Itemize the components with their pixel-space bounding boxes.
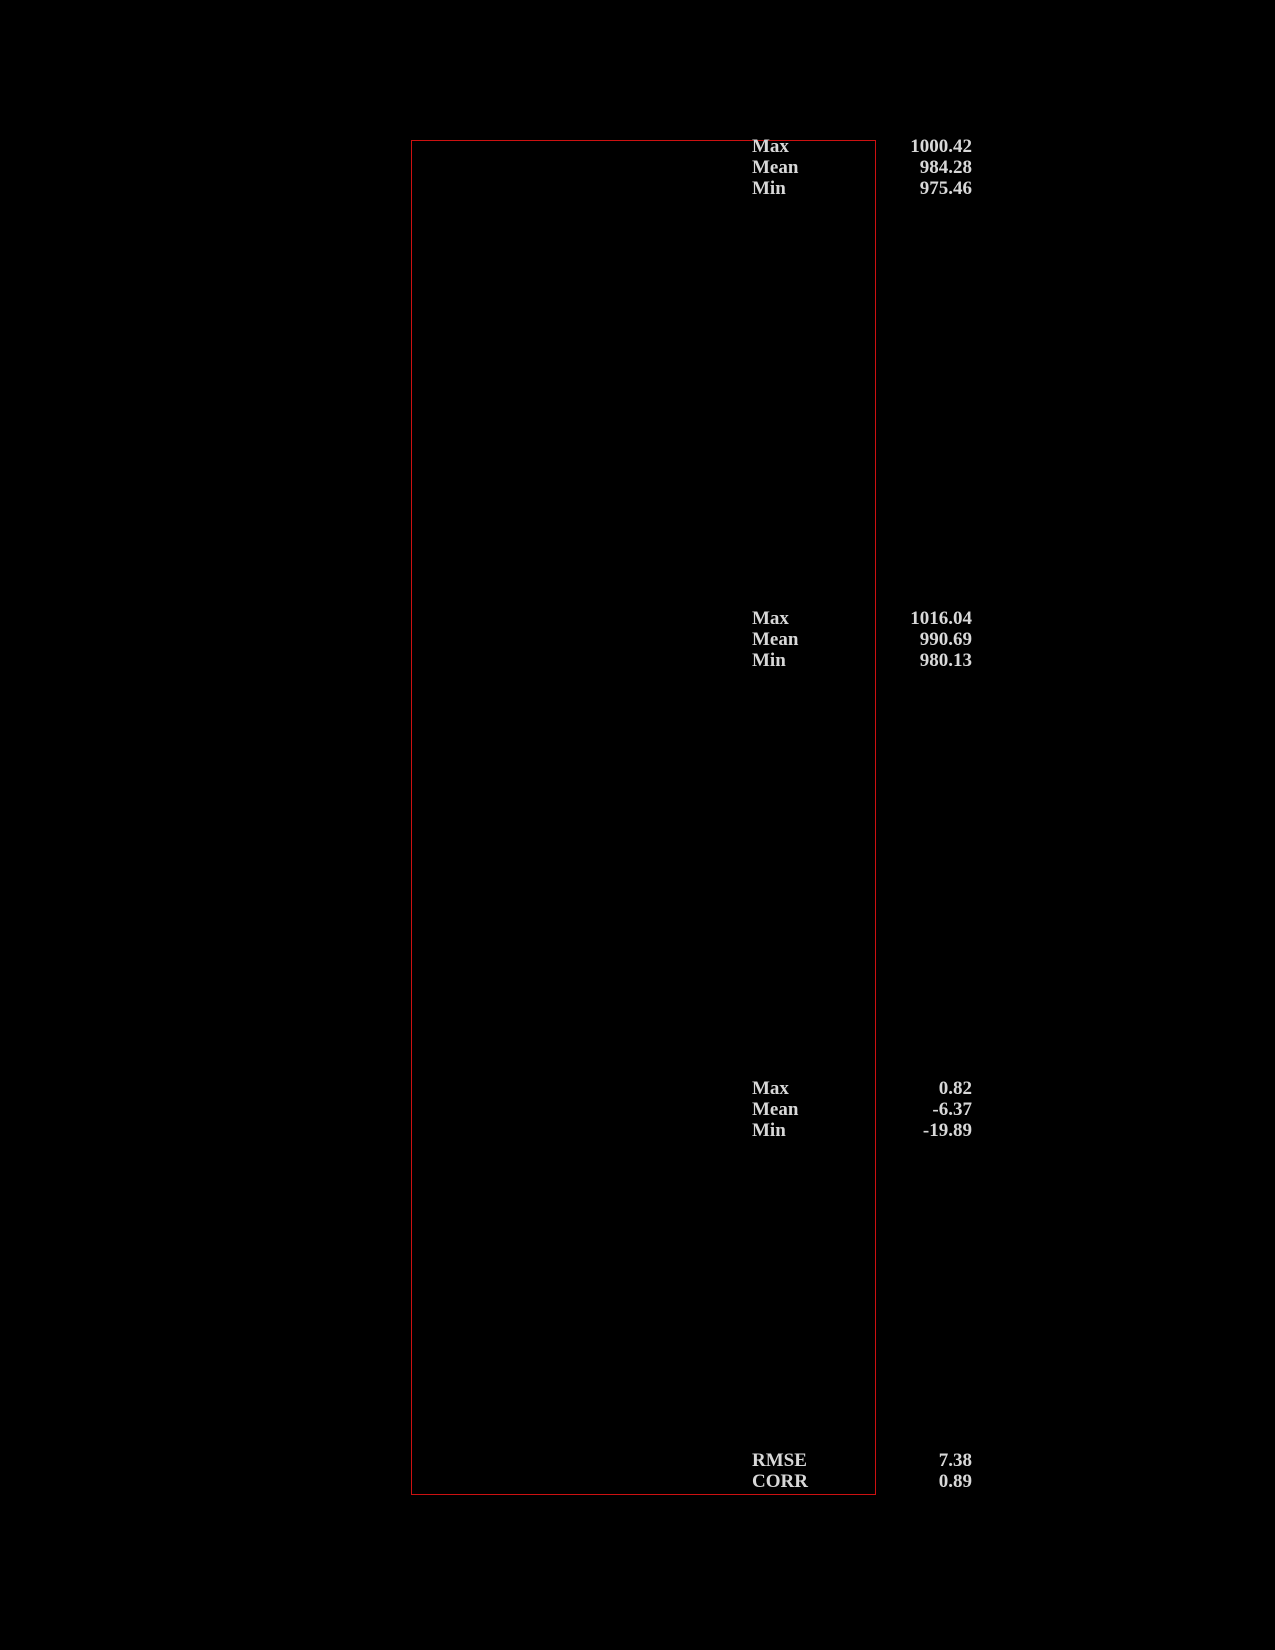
stats-label-mean: Mean xyxy=(752,629,799,650)
stats-label-min: Min xyxy=(752,1120,786,1141)
stats-row xyxy=(752,608,972,629)
stats-row xyxy=(752,1120,972,1141)
stats-row xyxy=(752,1099,972,1120)
stats-row xyxy=(752,1471,972,1492)
plot-frame xyxy=(411,140,876,1495)
stats-panel-2 xyxy=(752,608,972,671)
stats-row xyxy=(752,178,972,199)
stats-value-min: -19.89 xyxy=(922,1120,972,1141)
stats-value-mean: 990.69 xyxy=(919,629,972,650)
stats-label-min: Min xyxy=(752,650,786,671)
metric-value-rmse: 7.38 xyxy=(938,1450,972,1471)
metric-label-rmse: RMSE xyxy=(752,1450,807,1471)
stats-label-min: Min xyxy=(752,178,786,199)
stats-label-mean: Mean xyxy=(752,157,799,178)
stats-value-mean: -6.37 xyxy=(932,1099,972,1120)
stats-label-max: Max xyxy=(752,136,789,157)
stats-value-max: 0.82 xyxy=(938,1078,972,1099)
stats-value-max: 1000.42 xyxy=(910,136,972,157)
stats-panel-1 xyxy=(752,136,972,199)
metric-label-corr: CORR xyxy=(752,1471,808,1492)
stats-row xyxy=(752,629,972,650)
stats-value-min: 975.46 xyxy=(919,178,972,199)
stats-panel-3 xyxy=(752,1078,972,1141)
stats-row xyxy=(752,1450,972,1471)
stats-value-max: 1016.04 xyxy=(910,608,972,629)
stats-label-max: Max xyxy=(752,608,789,629)
stats-row xyxy=(752,1078,972,1099)
stats-label-mean: Mean xyxy=(752,1099,799,1120)
stats-label-max: Max xyxy=(752,1078,789,1099)
stats-value-mean: 984.28 xyxy=(919,157,972,178)
stats-row xyxy=(752,650,972,671)
metrics-block xyxy=(752,1450,972,1492)
stats-row xyxy=(752,157,972,178)
stats-value-min: 980.13 xyxy=(919,650,972,671)
stats-row xyxy=(752,136,972,157)
metric-value-corr: 0.89 xyxy=(938,1471,972,1492)
